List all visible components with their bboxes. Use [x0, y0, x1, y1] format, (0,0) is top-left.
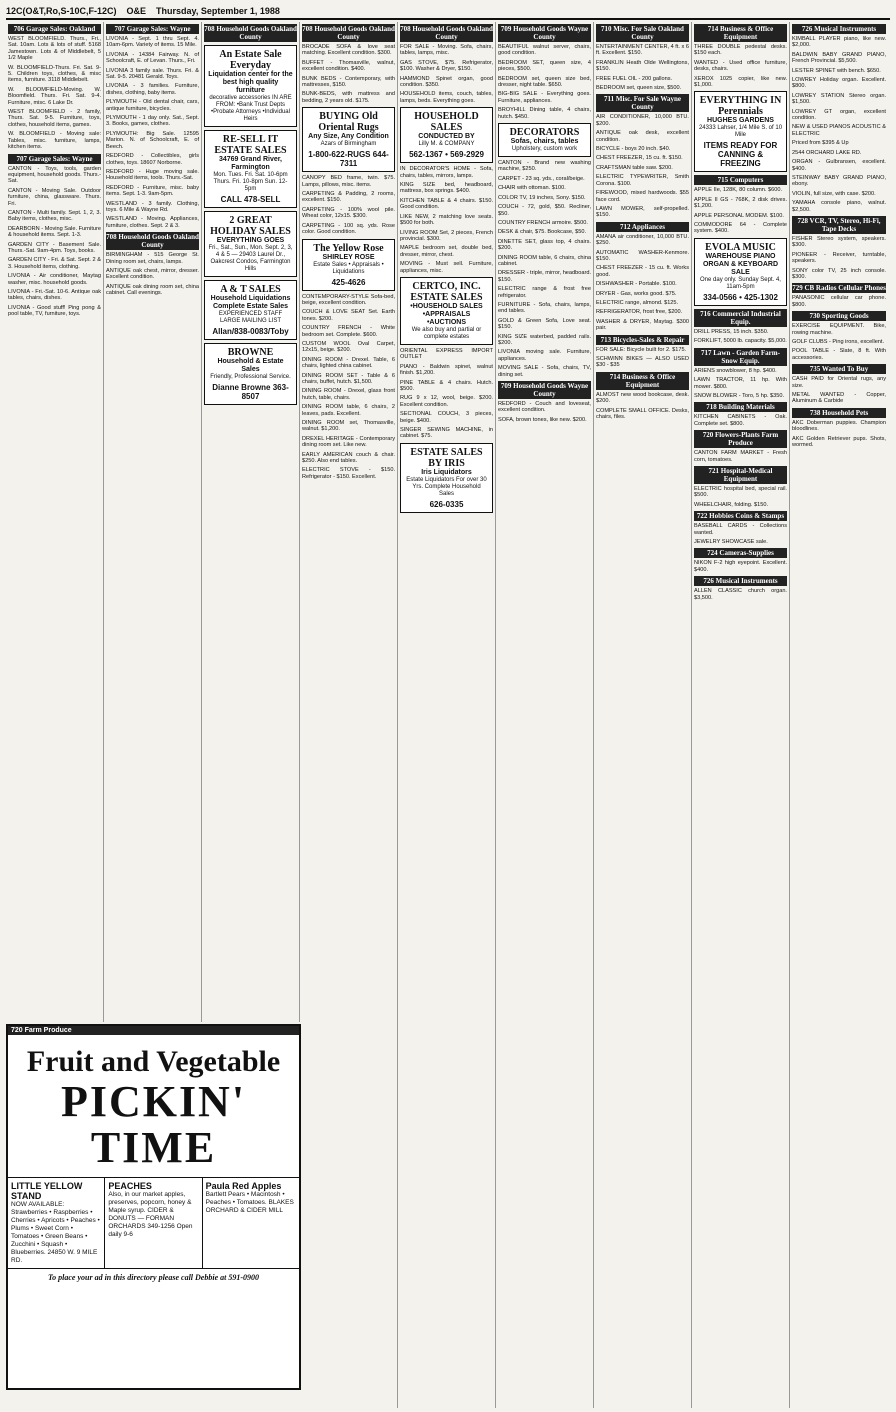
display-ad-box: [204, 343, 297, 405]
classified-ad: W. BLOOMFIELD - Moving sale: Tables, misc. furniture, lamps, kitchen items.: [8, 131, 101, 151]
classified-ad: DINING ROOM set, Thomasville, walnut. $1,200.: [302, 420, 395, 433]
display-ad-box: [694, 238, 787, 306]
display-ad-box: [400, 443, 493, 513]
classified-ad: KING SIZE waterbed, padded rails. $200.: [498, 333, 591, 346]
classified-ad: WEST BLOOMFIELD - 2 family, Thurs. Sat. 9-5. Furniture, toys, clothes, household items, games.: [8, 109, 101, 128]
fruit-vegetable-ad: [6, 1024, 301, 1390]
classified-ad: DRYER - Gas, works good. $75.: [596, 290, 677, 297]
section-heading: 712 Appliances: [596, 222, 689, 232]
classified-ad: CUSTOM WOOL Oval Carpet, 12x15, beige. $200.: [302, 340, 395, 354]
display-ad-box: [694, 91, 787, 172]
display-ad-sm: 24333 Lahser, 1/4 Mile S. of 10 Mile: [698, 125, 783, 139]
classified-ad: DESK & chair, $75. Bookcase, $50.: [498, 229, 586, 236]
classified-ad: FOR SALE: Bicycle built for 2. $175.: [596, 346, 687, 353]
classified-ad: PANASONIC cellular car phone. $800.: [792, 295, 886, 308]
classified-ad: Priced from $395 & Up: [792, 140, 849, 147]
classified-ad: ANTIQUE oak dining room set, china cabinet. Call evenings.: [106, 283, 199, 297]
vendor-cell: PEACHES Also, in our market apples, preserves, popcorn, honey & Maple syrup. CIDER & DONUTS — FORMAN ORCHARDS 349-1256 Open daily 9-6: [105, 1178, 202, 1268]
classified-ad: DINETTE SET, glass top, 4 chairs. $200.: [498, 238, 591, 252]
classified-ad: LIVONIA - 3 families. Furniture, dishes, clothing, baby items.: [106, 83, 199, 96]
classified-ad: EARLY AMERICAN couch & chair. $250. Also end tables.: [302, 451, 395, 465]
classified-ad: CARPETING - 100% wool pile. Wheat color, 12x15. $300.: [302, 206, 395, 220]
classified-ad: FREE FUEL OIL - 200 gallons.: [596, 75, 673, 82]
display-ad-big: An Estate Sale Everyday: [219, 49, 282, 71]
display-ad-phone: Allan/838-0083/Toby: [212, 327, 289, 336]
classified-ad: LAWN MOWER, self-propelled. $150.: [596, 205, 689, 219]
display-ad-box: [400, 107, 493, 163]
classified-ad: WESTLAND - 3 family. Clothing, toys. 6 Mile & Wayne Rd.: [106, 200, 199, 213]
display-ad-box: [204, 45, 297, 127]
classified-ad: COUCH - 72, gold, $50. Recliner, $50.: [498, 204, 591, 217]
display-ad-sm: Mon. Tues. Fri. Sat. 10-6pm Thurs. Fri. 10-8pm Sun. 12-5pm: [213, 172, 288, 192]
classified-ad: GARDEN CITY - Basement Sale. Thurs.-Sat. 9am-4pm. Toys, books.: [8, 241, 101, 254]
display-ad-mid: Household Liquidations Complete Estate Sales: [210, 295, 291, 310]
classified-ad: FOR SALE - Moving. Sofa, chairs, tables, lamps, misc.: [400, 44, 493, 57]
classified-ad: HOUSEHOLD items, couch, tables, lamps, beds. Everything goes.: [400, 91, 493, 104]
classified-ad: HAMMOND Spinet organ, good condition. $350.: [400, 75, 493, 89]
classified-ad: SINGER SEWING MACHINE, in cabinet. $75.: [400, 427, 493, 440]
display-ad-mid: EVERYTHING GOES: [216, 237, 285, 244]
classified-ad: ORIENTAL EXPRESS IMPORT OUTLET: [400, 347, 493, 361]
classified-ad: COMPLETE SMALL OFFICE. Desks, chairs, files.: [596, 407, 689, 421]
classified-ad: KITCHEN CABINETS - Oak. Complete set. $800.: [694, 414, 787, 427]
display-ad-sm: Estate Sales • Appraisals • Liquidations: [313, 261, 384, 275]
classified-ad: BEDROOM set, queen size, $500.: [596, 85, 682, 92]
section-heading: 714 Business & Office Equipment: [596, 372, 689, 390]
fruit-ad-title: Fruit and Vegetable: [26, 1045, 281, 1078]
classified-ad: AKC Golden Retriever pups. Shots, wormed.: [792, 435, 886, 449]
section-heading: 721 Hospital-Medical Equipment: [694, 466, 787, 484]
display-ad-mid: HUGHES GARDENS: [707, 117, 774, 125]
display-ad-big: BUYING Old Oriental Rugs: [318, 111, 379, 134]
classified-ad: COUNTRY FRENCH armoire. $500.: [498, 219, 588, 226]
section-heading: 735 Wanted To Buy: [792, 364, 886, 374]
classified-ad: DRILL PRESS, 15 inch. $350.: [694, 328, 769, 335]
display-ad-sm: Fri., Sat., Sun., Mon. Sept. 2, 3, 4 & 5 — 29403 Laurel Dr., Oakcrest Condos, Farmington Hills: [208, 245, 293, 272]
classified-ad: WASHER & DRYER, Maytag. $300 pair.: [596, 318, 689, 332]
classified-ad: BEAUTIFUL walnut server, chairs, good condition.: [498, 44, 591, 57]
display-ad-sm: We also buy and partial or complete estates: [411, 326, 482, 340]
display-ad-box: [498, 123, 591, 157]
display-ad-phone: 626-0335: [429, 499, 464, 509]
vendor-cell: LITTLE YELLOW STAND NOW AVAILABLE: Strawberries • Raspberries • Cherries • Apricots • Peaches • Plums • Sweet Corn • Tomatoes • Green Beans • Zucchini • Squash • Blueberries. 24850 W. 9 MILE RD.: [8, 1178, 105, 1268]
classified-ad: CASH PAID for Oriental rugs, any size.: [792, 376, 886, 389]
classified-ad: IN DECORATOR'S HOME - Sofa, chairs, tables, mirrors, lamps.: [400, 166, 493, 179]
classified-ad: SNOW BLOWER - Toro, 5 hp. $350.: [694, 392, 785, 399]
classified-ad: SCHWINN BIKES — ALSO USED $30 - $35: [596, 356, 689, 369]
classified-ad: DRESSER - triple, mirror, headboard. $150.: [498, 270, 591, 283]
display-ad-mid: 34769 Grand River, Farmington: [218, 156, 283, 171]
classified-ad: LIVONIA moving sale. Furniture, appliances.: [498, 349, 591, 362]
column-6: [496, 22, 594, 1408]
classified-ad: ELECTRIC STOVE - $150. Refrigerator - $150. Excellent.: [302, 467, 395, 480]
column-7: [594, 22, 692, 1408]
classified-ad: LIVONIA - 14384 Fairway. N. of Schoolcraft, E. of Levan. Thurs., Fri.: [106, 51, 199, 65]
classified-ad: AMANA air conditioner, 10,000 BTU. $250.: [596, 233, 689, 247]
classified-ad: LESTER SPINET with bench. $650.: [792, 67, 881, 74]
classified-ad: FISHER Stereo system, speakers. $300.: [792, 235, 886, 249]
display-ad-big: RE-SELL IT ESTATE SALES: [214, 134, 287, 156]
classified-ad: BUNK BEDS - Contemporary, with mattresses, $150.: [302, 75, 395, 89]
display-ad-phone: ITEMS READY FOR CANNING & FREEZING: [703, 141, 778, 169]
display-ad-big: The Yellow Rose: [313, 242, 384, 254]
folio: 12C(O&T,Ro,S-10C,F-12C): [6, 6, 117, 16]
classified-ad: ANTIQUE oak desk, excellent condition.: [596, 130, 689, 143]
classified-ad: AIR CONDITIONER, 10,000 BTU. $200.: [596, 114, 689, 127]
classified-ad: REDFORD - Couch and loveseat, excellent condition.: [498, 401, 591, 414]
classified-ad: GOLF CLUBS - Ping irons, excellent.: [792, 339, 885, 345]
display-ad-mid: Iris Liquidators: [421, 468, 472, 476]
classified-ad: SOFA, brown tones, like new. $200.: [498, 416, 587, 423]
display-ad-mid: •HOUSEHOLD SALES •APPRAISALS •AUCTIONS: [410, 302, 483, 326]
classified-ad: LAWN TRACTOR, 11 hp. With mower. $800.: [694, 377, 787, 390]
display-ad-sm: Lilly M. & COMPANY: [418, 141, 475, 148]
fruit-ad-heading: 720 Farm Produce: [8, 1026, 299, 1035]
classified-ad: LOWREY STATION Stereo organ. $1,500.: [792, 92, 886, 106]
classified-ad: BALDWIN BABY GRAND PIANO, French Provincial. $5,500.: [792, 51, 886, 65]
classified-ad: EXERCISE EQUIPMENT. Bike, rowing machine.: [792, 323, 886, 336]
classified-ad: LOWREY GT organ, excellent condition.: [792, 108, 886, 122]
classified-ad: APPLE II GS - 768K, 2 disk drives. $1,200.: [694, 196, 787, 210]
classified-ad: FORKLIFT, 5000 lb. capacity. $5,000.: [694, 338, 787, 345]
classified-ad: LIVONIA - Air conditioner, Maytag washer, misc. household goods.: [8, 273, 101, 286]
classified-ad: SECTIONAL COUCH, 3 pieces, beige. $400.: [400, 411, 493, 424]
display-ad-sm: decorative accessories IN ARE FROM: •Bank Trust Depts •Probate Attorneys •Individual Heirs: [209, 95, 292, 122]
display-ad-big: EVERYTHING IN Perennials: [699, 95, 782, 118]
classified-ad: CRAFTSMAN table saw. $200.: [596, 164, 673, 171]
classified-ad: ALMOST new wood bookcase, desk. $200.: [596, 391, 689, 405]
classified-ad: REDFORD - Huge moving sale. Household items, tools. Thurs.-Sat.: [106, 168, 199, 182]
classified-ad: ANTIQUE oak chest, mirror, dresser. Excellent condition.: [106, 267, 199, 281]
display-ad-mid: Any Size, Any Condition: [308, 133, 389, 141]
classified-ad: REDFORD - Furniture, misc. baby items. Sept. 1-3. 9am-5pm.: [106, 184, 199, 198]
display-ad-mid: Household & Estate Sales: [217, 358, 284, 373]
classified-ad: ORGAN - Gulbransen, excellent. $400.: [792, 159, 886, 172]
section-heading: 708 Household Goods Oakland County: [400, 25, 493, 41]
classified-ad: GOLD & Green Sofa, Love seat. $150.: [498, 317, 591, 331]
display-ad-big: 2 GREAT HOLIDAY SALES: [210, 215, 291, 237]
classified-ad: CARPETING & Padding, 2 rooms, excellent. $150.: [302, 191, 395, 204]
section-heading: 707 Garage Sales: Wayne: [106, 24, 199, 34]
fruit-ad-title-2: PICKIN' TIME: [60, 1077, 247, 1172]
classified-ad: WANTED - Used office furniture, desks, chairs.: [694, 59, 787, 73]
section-heading: 710 Misc. For Sale Oakland County: [596, 24, 689, 42]
classified-ad: DINING ROOM table, 6 chairs, 2 leaves, pads. Excellent.: [302, 404, 395, 417]
section-heading: 714 Business & Office Equipment: [694, 24, 787, 42]
classified-ad: BIG-BIG SALE - Everything goes. Furniture, appliances.: [498, 91, 591, 104]
classified-ad: CHAIR with ottoman. $100.: [498, 185, 566, 192]
classified-ad: AUTOMATIC WASHER-Kenmore. $150.: [596, 249, 689, 262]
classified-ad: COUNTRY FRENCH - White bedroom set. Complete. $600.: [302, 325, 395, 338]
classified-ad: CANOPY BED frame, twin. $75. Lamps, pillows, misc. items.: [302, 175, 395, 188]
column-8: [692, 22, 790, 1408]
classified-ad: KING SIZE bed, headboard, mattress, box springs. $400.: [400, 182, 493, 195]
classified-ad: CARPETING - 100 sq. yds. Rose color. Good condition.: [302, 222, 395, 236]
classified-ad: CANTON - Moving Sale. Outdoor furniture, china, glassware. Thurs. Fri.: [8, 187, 101, 207]
classified-ad: DINING ROOM SET - Table & 6 chairs, buffet, hutch. $1,500.: [302, 372, 395, 385]
classified-ad: 2544 ORCHARD LAKE RD.: [792, 149, 862, 156]
display-ad-big: EVOLA MUSIC: [705, 241, 776, 253]
classified-ad: WHEELCHAIR, folding. $150.: [694, 501, 768, 508]
display-ad-box: [204, 280, 297, 340]
classified-ad: COMMODORE 64 - Complete system. $400.: [694, 222, 787, 235]
section-heading: 709 Household Goods Wayne County: [498, 24, 591, 42]
classified-ad: ARIENS snowblower, 8 hp. $400.: [694, 367, 777, 374]
classified-ad: LIKE NEW, 2 matching love seats. $500 for both.: [400, 213, 493, 227]
section-heading: 720 Flowers-Plants Farm Produce: [694, 430, 787, 448]
section-heading: 706 Garage Sales: Oakland: [8, 24, 101, 34]
display-ad-sm: Estate Liquidators For over 30 Yrs. Complete Household Sales: [406, 476, 487, 497]
classified-ad: GARDEN CITY - Fri. & Sat. Sept. 2 & 3. Household items, clothing.: [8, 257, 101, 270]
display-ad-sm: One day only. Sunday Sept. 4, 11am-5pm: [700, 276, 781, 290]
section-heading: 724 Cameras-Supplies: [694, 548, 787, 558]
classified-ad: W. BLOOMFIELD-Thurs. Fri. Sat. 9-5. Children toys, clothes, & misc items, furniture. 3118 Middlebelt.: [8, 64, 101, 84]
classified-ad: FRANKLIN Heath Olde Wellingtons, $150.: [596, 59, 689, 73]
display-ad-phone: 334-0566 • 425-1302: [703, 292, 778, 302]
classified-ad: KITCHEN TABLE & 4 chairs. $150. Good condition.: [400, 197, 493, 211]
classified-ad: BEDROOM SET, queen size, 4 pieces, $500.: [498, 59, 591, 73]
section-heading: 722 Hobbies Coins & Stamps: [694, 511, 787, 521]
classified-ad: COLOR TV, 19 inches, Sony. $150.: [498, 194, 586, 201]
classified-ad: BASEBALL CARDS - Collections wanted.: [694, 523, 787, 536]
classified-ad: LIVONIA - Fri.-Sat. 10-6. Antique oak tables, chairs, dishes.: [8, 289, 101, 302]
display-ad-mid: SHIRLEY ROSE: [322, 253, 375, 261]
paper-name: O&E: [126, 6, 147, 16]
section-heading: 709 Household Goods Wayne County: [498, 381, 591, 399]
classified-ad: POOL TABLE - Slate, 8 ft. With accessories.: [792, 348, 886, 361]
classified-ad: CANTON - Brand new washing machine, $250.: [498, 160, 591, 173]
classified-ad: BROCADE SOFA & love seat matching. Excellent condition. $300.: [302, 44, 395, 57]
vendor-cell: Paula Red Apples Bartlett Pears • Macintosh • Peaches • Tomatoes. BLAKES ORCHARD & CIDER MILL: [205, 1181, 294, 1214]
display-ad-mid: Sofas, chairs, tables: [510, 138, 579, 146]
classified-ad: ENTERTAINMENT CENTER, 4 ft. x 6 ft. Excellent. $150.: [596, 44, 689, 57]
classified-ad: KIMBALL PLAYER piano, like new. $2,000.: [792, 36, 886, 49]
display-ad-mid: CONDUCTED BY: [418, 133, 475, 141]
classified-ad: NEW & USED PIANOS ACOUSTIC & ELECTRIC: [792, 124, 886, 137]
classified-ad: W. BLOOMFIELD-Moving. W. Bloomfield. Thurs. Fri. Sat. 9-4. Furniture, misc. 6 Lake Dr.: [8, 86, 101, 106]
classified-ad: PLYMOUTH - Old dental chair, cars, antique furniture, bicycles.: [106, 99, 199, 112]
classified-ad: DINING ROOM - Drexel. Table, 6 chairs, lighted china cabinet.: [302, 356, 395, 370]
classified-ad: ALLEN CLASSIC church organ. $3,500.: [694, 588, 787, 601]
classified-ad: THREE DOUBLE pedestal desks. $150 each.: [694, 44, 787, 57]
display-ad-big: DECORATORS: [509, 127, 580, 139]
classified-ad: CANTON FARM MARKET - Fresh corn, tomatoes.: [694, 450, 787, 463]
section-heading: 729 CB Radios Cellular Phones: [792, 284, 886, 293]
classified-ad: BUFFET - Thomasville, walnut, excellent condition. $400.: [302, 59, 395, 73]
section-heading: 726 Musical Instruments: [694, 576, 787, 586]
classified-ad: GAS STOVE, $75. Refrigerator, $100. Washer & Dryer, $150.: [400, 59, 493, 73]
classified-ad: PINE TABLE & 4 chairs. Hutch. $500.: [400, 379, 493, 392]
section-heading: 726 Musical Instruments: [792, 24, 886, 34]
section-heading: 713 Bicycles-Sales & Repair: [596, 335, 689, 345]
section-heading: 711 Misc. For Sale Wayne County: [596, 94, 689, 112]
display-ad-phone: CALL 478-SELL: [220, 195, 281, 204]
classified-ad: LIVONIA - Good stuff! Ping pong & pool table, TV, furniture, toys.: [8, 304, 101, 318]
classified-ad: COUCH & LOVE SEAT Set. Earth tones. $200.: [302, 309, 395, 322]
classified-ad: ELECTRIC range, almond. $125.: [596, 299, 679, 306]
classified-ad: ELECTRIC TYPEWRITER, Smith Corona. $100.: [596, 174, 689, 187]
classified-ad: BUNK-BEDS, with mattress and bedding, 2 years old. $175.: [302, 91, 395, 104]
column-9: [790, 22, 888, 1408]
display-ad-mid: WAREHOUSE PIANO ORGAN & KEYBOARD SALE: [702, 252, 779, 276]
display-ad-big: ESTATE SALES BY IRIS: [410, 446, 483, 469]
classified-ad: METAL WANTED - Copper, Aluminum & Carbide: [792, 392, 886, 405]
section-heading: 707 Garage Sales: Wayne: [8, 154, 101, 164]
classified-ad: WEST BLOOMFIELD. Thurs., Fri., Sat. 10am. Lots & lots of stuff. 5168 Jamestown. Lots & of Middlebelt, 5 1/2 Maple: [8, 36, 101, 62]
display-ad-box: [204, 130, 297, 208]
classified-ad: DISHWASHER - Portable. $100.: [596, 281, 677, 288]
classified-ad: MOVING - Must sell. Furniture, appliances, misc.: [400, 261, 493, 274]
section-heading: 728 VCR, TV, Stereo, Hi-Fi, Tape Decks: [792, 216, 886, 234]
classified-ad: LIVING ROOM Set, 2 pieces, French provincial. $300.: [400, 229, 493, 242]
section-heading: 738 Household Pets: [792, 408, 886, 418]
classified-ad: DINING ROOM table, 6 chairs, china cabinet.: [498, 254, 591, 267]
section-heading: 730 Sporting Goods: [792, 311, 886, 321]
display-ad-sm: Azars of Birmingham: [320, 141, 377, 148]
classified-ad: PLYMOUTH: Big Sale. 12595 Marion. N. of Schoolcraft, E. of Beech.: [106, 130, 199, 150]
classified-ad: LIVONIA - Sept. 1 thru Sept. 4. 10am-6pm. Variety of items. 15 Mile.: [106, 36, 199, 49]
section-heading: 716 Commercial Industrial Equip.: [694, 309, 787, 327]
classified-ad: CHEST FREEZER, 15 cu. ft. $150.: [596, 155, 683, 162]
section-heading: 708 Household Goods Oakland County: [106, 233, 199, 250]
classified-ad: WESTLAND - Moving. Appliances, furniture, clothes. Sept. 2 & 3.: [106, 216, 199, 229]
classified-ad: ELECTRIC hospital bed, special rail. $500.: [694, 485, 787, 499]
classified-ad: YAMAHA console piano, walnut. $2,500.: [792, 200, 886, 213]
fruit-ad-vendors: [8, 1177, 299, 1268]
display-ad-sm: EXPERIENCED STAFF LARGE MAILING LIST: [218, 311, 283, 324]
section-heading: 715 Computers: [694, 175, 787, 185]
column-1: [6, 22, 104, 1022]
display-ad-box: [302, 239, 395, 291]
display-ad-big: A & T SALES: [220, 284, 281, 295]
classified-ad: APPLE IIe, 128K, 80 column. $600.: [694, 187, 783, 194]
classified-ad: MOVING SALE - Sofa, chairs, TV, dining set.: [498, 365, 591, 378]
section-heading: 718 Building Materials: [694, 402, 787, 412]
classified-ad: STEINWAY BABY GRAND PIANO, ebony.: [792, 174, 886, 188]
column-5: [398, 22, 496, 1408]
classified-ad: FURNITURE - Sofa, chairs, lamps, end tables.: [498, 301, 591, 315]
place-ad-notice: To place your ad in this directory please call Debbie at 591-0900: [8, 1268, 299, 1286]
classified-ad: ELECTRIC range & frost free refrigerator.: [498, 286, 591, 299]
display-ad-big: BROWNE: [227, 347, 274, 358]
display-ad-phone: Dianne Browne 363-8507: [212, 383, 289, 401]
newspaper-page: [6, 4, 890, 1408]
classified-ad: JEWELRY SHOWCASE sale.: [694, 538, 768, 545]
classified-ad: AKC Doberman puppies. Champion bloodlines.: [792, 419, 886, 433]
issue-date: Thursday, September 1, 1988: [156, 6, 280, 16]
classified-ad: NIKON F-2 high eyepoint. Excellent. $400.: [694, 560, 787, 573]
masthead: [6, 4, 890, 20]
classified-ad: APPLE PERSONAL MODEM. $100.: [694, 212, 784, 219]
section-heading: 708 Household Goods Oakland County: [302, 25, 395, 41]
classified-ad: LIVONIA 3 family sale. Thurs. Fri. & Sat. 9-5. 20481 Gerald. Toys.: [106, 67, 199, 81]
classified-ad: FIREWOOD, mixed hardwoods. $55 face cord.: [596, 190, 689, 203]
classified-ad: BROYHILL Dining table, 4 chairs, hutch. $450.: [498, 107, 591, 120]
display-ad-sm: Upholstery, custom work: [511, 146, 578, 153]
classified-ad: PIANO - Baldwin spinet, walnut finish. $1,200.: [400, 363, 493, 377]
classified-ad: BIRMINGHAM - 515 George St. Dining room set, chairs, lamps.: [106, 252, 199, 265]
display-ad-big: HOUSEHOLD SALES: [414, 111, 479, 134]
display-ad-box: [204, 211, 297, 277]
column-4: [300, 22, 398, 1408]
classified-ad: VIOLIN, full size, with case. $200.: [792, 190, 876, 197]
display-ad-box: [400, 277, 493, 345]
classified-ad: BEDROOM set, queen size bed, dresser, night table. $650.: [498, 75, 591, 89]
classified-ad: CANTON - Multi family. Sept. 1, 2, 3. Baby items, clothes, misc.: [8, 209, 101, 223]
classified-ad: DREXEL HERITAGE - Contemporary dining room set. Like new.: [302, 435, 395, 449]
classified-ad: PLYMOUTH - 1 day only. Sat., Sept. 3. Books, games, clothes.: [106, 115, 199, 128]
column-3: [202, 22, 300, 1022]
display-ad-phone: 1-800-622-RUGS 644-7311: [308, 150, 389, 169]
column-2: [104, 22, 202, 1022]
classified-ad: REFRIGERATOR, frost free, $200.: [596, 309, 683, 316]
section-heading: 717 Lawn - Garden Farm-Snow Equip.: [694, 348, 787, 366]
section-heading: 708 Household Goods Oakland County: [204, 25, 297, 41]
display-ad-big: CERTCO, INC. ESTATE SALES: [410, 280, 483, 303]
classified-ad: CANTON - Toys, tools, garden equipment, household goods. Thurs.-Sat.: [8, 165, 101, 185]
classified-ad: DEARBORN - Moving Sale. Furniture & household items. Sept. 1-3.: [8, 225, 101, 239]
display-ad-mid: Liquidation center for the best high quality furniture: [208, 71, 293, 94]
display-ad-phone: 425-4626: [331, 277, 366, 287]
classified-ad: XEROX 1025 copier, like new. $1,000.: [694, 75, 787, 89]
classified-ad: PIONEER - Receiver, turntable, speakers.: [792, 251, 886, 265]
classified-ad: DINING ROOM - Drexel, glass front hutch, table, chairs.: [302, 388, 395, 401]
classified-ad: MAPLE bedroom set, double bed, dresser, mirror, chest.: [400, 245, 493, 258]
classified-ad: RUG 9 x 12, wool, beige. $200. Excellent condition.: [400, 395, 493, 408]
display-ad-sm: Friendly, Professional Service.: [210, 374, 291, 380]
classified-ad: CONTEMPORARY-STYLE Sofa-bed, beige, excellent condition.: [302, 293, 395, 306]
classified-ad: LOWREY Holiday organ. Excellent. $800.: [792, 77, 886, 90]
display-ad-phone: 562-1367 • 569-2929: [409, 150, 484, 160]
classified-ad: CARPET - 23 sq. yds., coral/beige.: [498, 175, 585, 182]
classified-ad: SONY color TV, 25 inch console. $300.: [792, 267, 886, 280]
classified-ad: BICYCLE - boys 20 inch. $40.: [596, 146, 671, 153]
classified-ad: REDFORD - Collectibles, girls clothes, toys. 18607 Norborne.: [106, 153, 199, 166]
classified-ad: CHEST FREEZER - 15 cu. ft. Works good.: [596, 265, 689, 278]
display-ad-box: [302, 107, 395, 172]
